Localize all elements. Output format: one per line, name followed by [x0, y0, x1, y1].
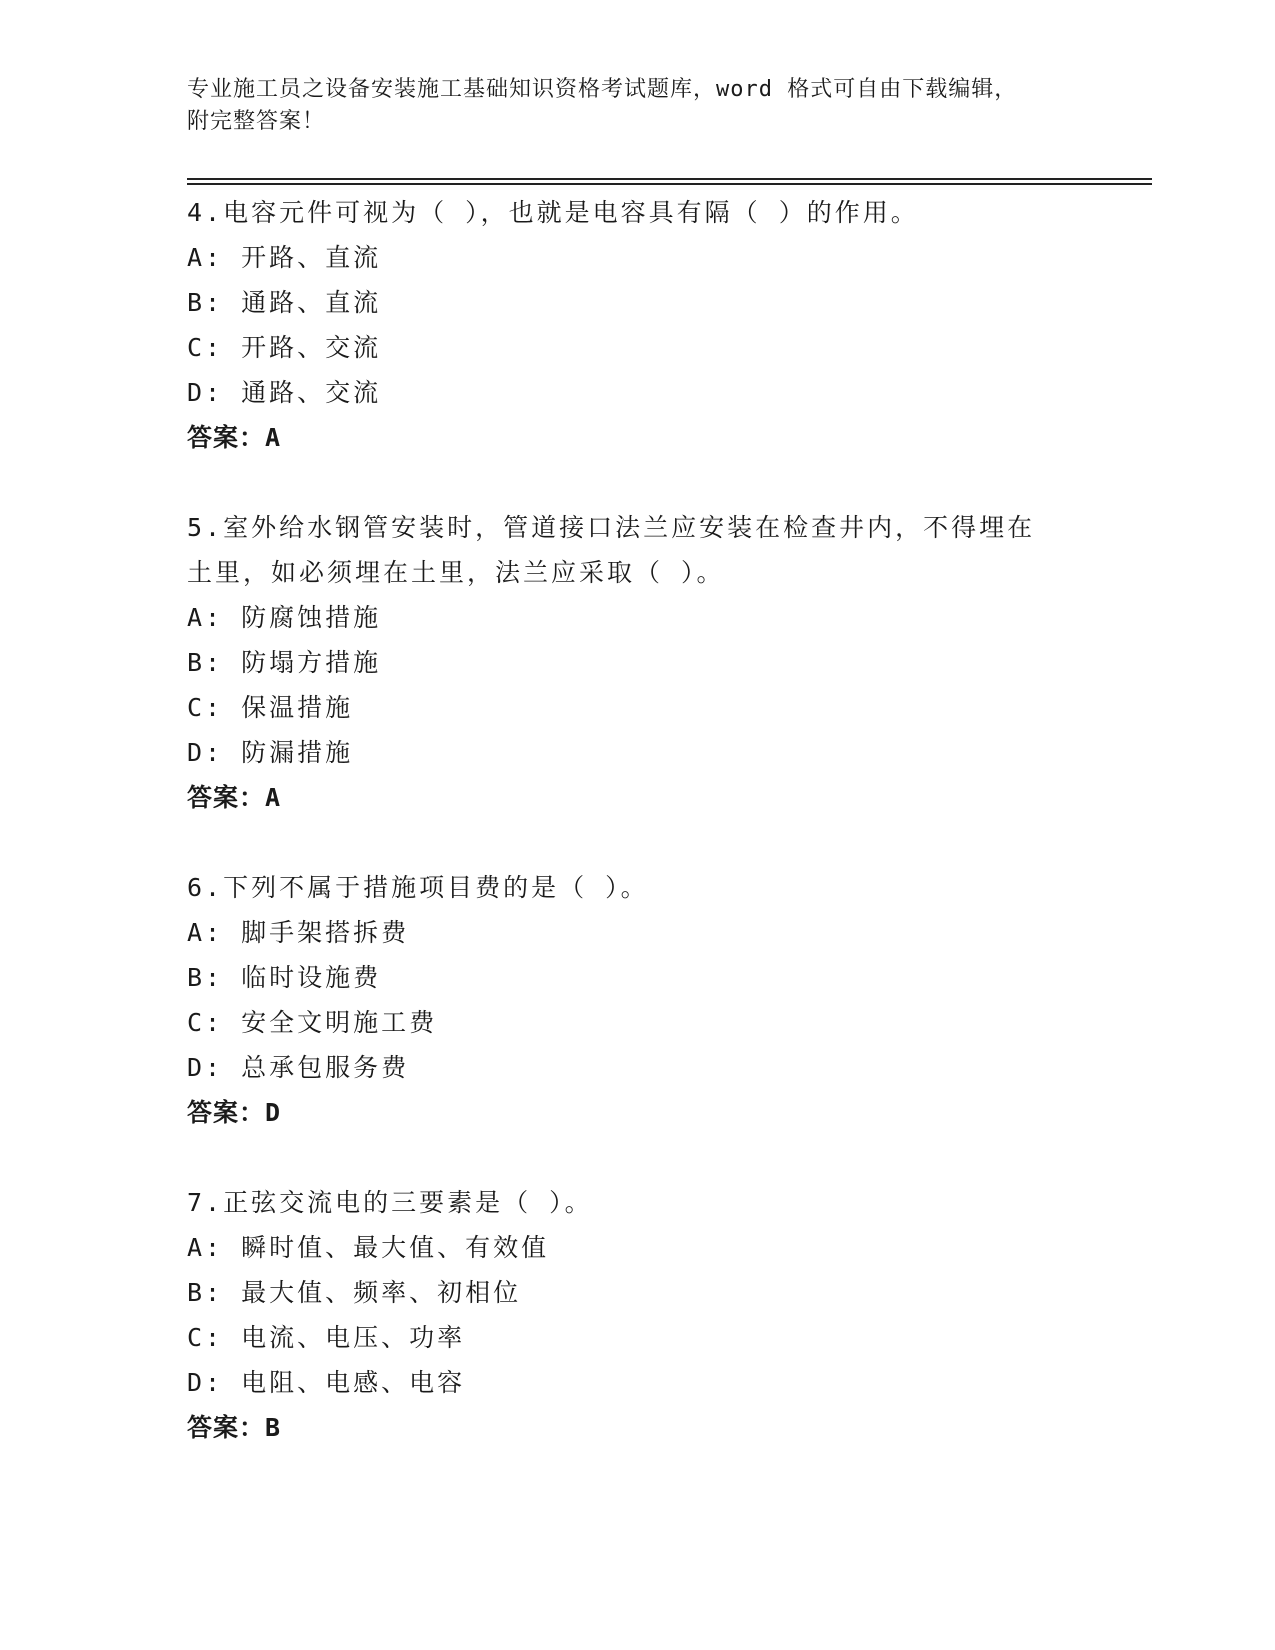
- option-a: A: 开路、直流: [187, 243, 382, 272]
- option-b: B: 通路、直流: [187, 288, 382, 317]
- answer-label: 答案：D: [187, 1098, 282, 1127]
- header-divider-top: [187, 178, 1152, 180]
- answer-label: 答案：B: [187, 1413, 282, 1442]
- answer-label: 答案：A: [187, 783, 282, 812]
- option-a: A: 防腐蚀措施: [187, 603, 382, 632]
- option-d: D: 总承包服务费: [187, 1053, 410, 1082]
- question-list: [187, 190, 1087, 1495]
- option-c: C: 电流、电压、功率: [187, 1323, 466, 1352]
- option-d: D: 防漏措施: [187, 738, 354, 767]
- option-b: B: 临时设施费: [187, 963, 382, 992]
- option-b: B: 防塌方措施: [187, 648, 382, 677]
- option-b: B: 最大值、频率、初相位: [187, 1278, 522, 1307]
- option-a: A: 瞬时值、最大值、有效值: [187, 1233, 550, 1262]
- question-6: [187, 865, 1087, 1135]
- header-divider-bottom: [187, 183, 1152, 185]
- header-line-2: 附完整答案！: [187, 109, 326, 134]
- option-a: A: 脚手架搭拆费: [187, 918, 410, 947]
- option-c: C: 安全文明施工费: [187, 1008, 438, 1037]
- question-7: [187, 1180, 1087, 1450]
- option-d: D: 通路、交流: [187, 378, 382, 407]
- question-stem: 6.下列不属于措施项目费的是（ ）。: [187, 873, 649, 902]
- question-4: [187, 190, 1087, 460]
- option-c: C: 保温措施: [187, 693, 354, 722]
- document-header: [187, 74, 1087, 138]
- question-5: [187, 505, 1087, 820]
- option-d: D: 电阻、电感、电容: [187, 1368, 466, 1397]
- question-stem: 4.电容元件可视为（ ），也就是电容具有隔（ ）的作用。: [187, 198, 919, 227]
- question-stem: 7.正弦交流电的三要素是（ ）。: [187, 1188, 593, 1217]
- question-stem-continued: 土里，如必须埋在土里，法兰应采取（ ）。: [187, 558, 725, 587]
- option-c: C: 开路、交流: [187, 333, 382, 362]
- header-line-1: 专业施工员之设备安装施工基础知识资格考试题库，word 格式可自由下载编辑，: [187, 77, 1018, 102]
- answer-label: 答案：A: [187, 423, 282, 452]
- question-stem: 5.室外给水钢管安装时，管道接口法兰应安装在检查井内，不得埋在: [187, 513, 1036, 542]
